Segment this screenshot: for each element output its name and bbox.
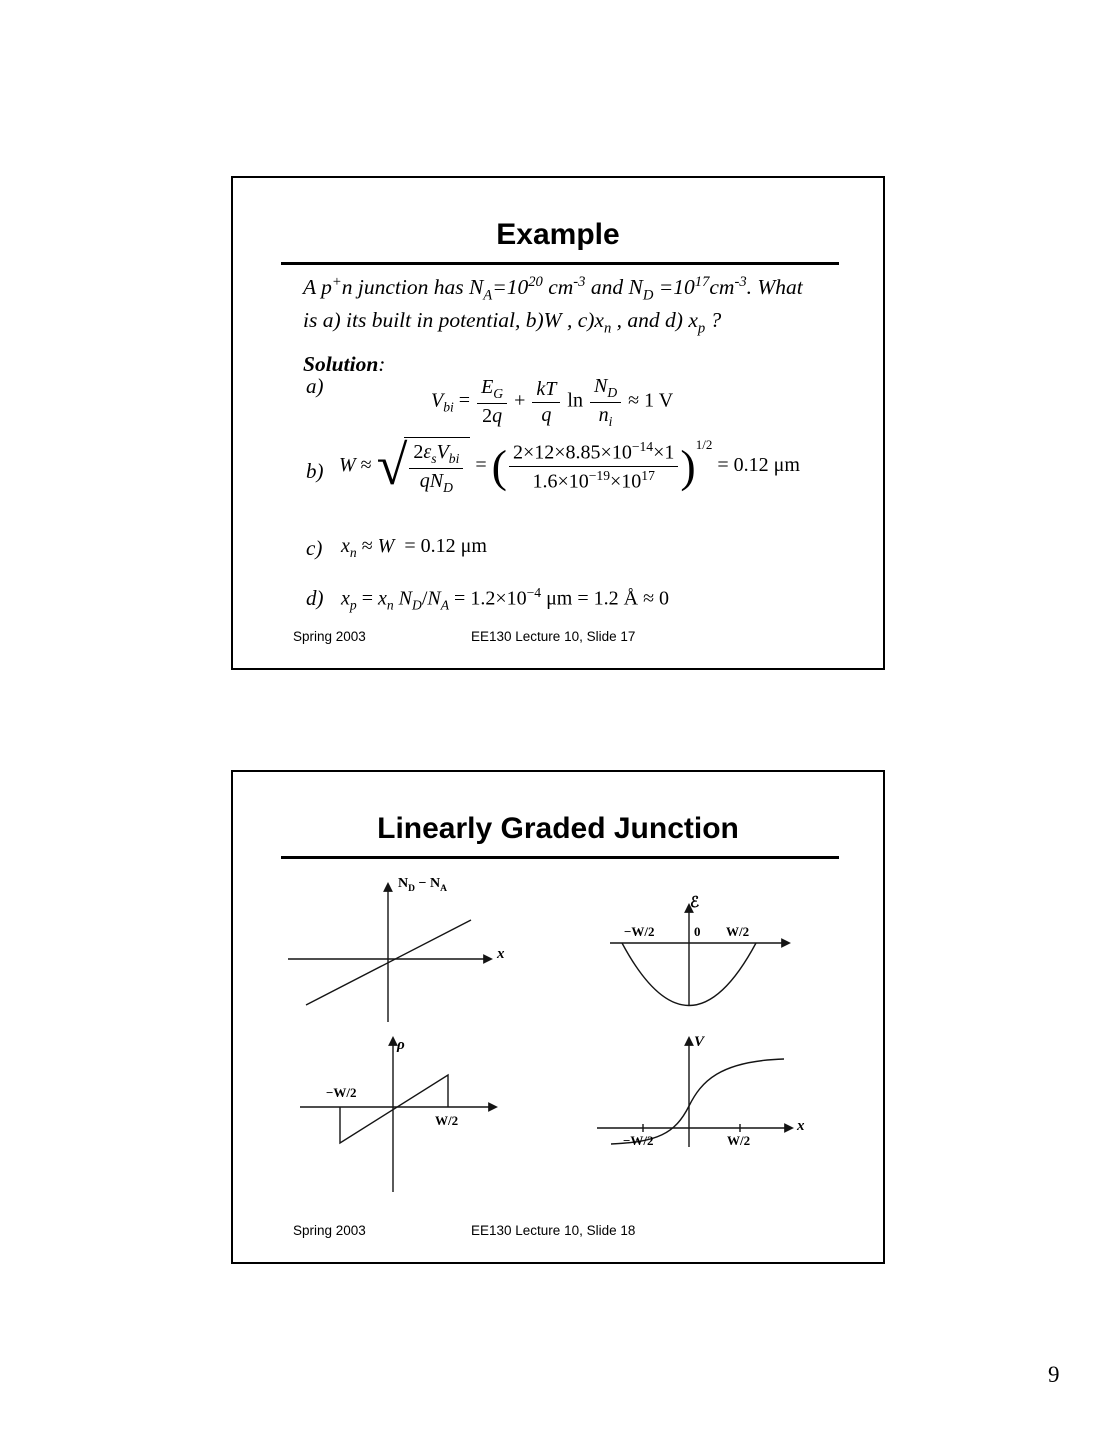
potential-y-label: V [694, 1034, 705, 1050]
doping-profile-graph [288, 884, 491, 1022]
charge-right-label: W/2 [435, 1113, 459, 1128]
charge-y-label: ρ [397, 1037, 405, 1053]
solution-colon: : [378, 352, 386, 376]
item-label-b: b) [306, 459, 324, 483]
equation-xn: $x_n \approx W = 0.12$ μm [341, 535, 487, 560]
item-label-c: c) [306, 536, 323, 560]
efield-left-label: −W/2 [624, 924, 655, 939]
solution-word: Solution [303, 352, 379, 376]
footer-slide-id: EE130 Lecture 10, Slide 17 [471, 629, 636, 644]
doping-y-label: $N_D - N_A$ [398, 876, 447, 894]
item-label-a: a) [306, 374, 324, 398]
slide-linearly-graded-junction [231, 770, 885, 1264]
problem-statement: A p+n junction has $N_A=10^{20}$ $cm^{-3}$ and $N_D =10^{17}cm^{-3}$. What is a) its built in potential, b)W , $c)x_n$ , and d) $x_p$ ? [303, 274, 803, 336]
efield-y-label: ℰ [690, 895, 700, 911]
charge-left-label: −W/2 [326, 1085, 357, 1100]
efield-graph [610, 905, 789, 1006]
efield-right-label: W/2 [726, 924, 750, 939]
slide1-title: Example [496, 218, 620, 251]
doping-x-label: x [497, 946, 505, 962]
footer-semester: Spring 2003 [293, 629, 366, 644]
junction-diagrams [233, 772, 883, 1262]
potential-right-label: W/2 [727, 1133, 751, 1148]
potential-left-label: −W/2 [623, 1133, 654, 1148]
page-number: 9 [1048, 1362, 1060, 1387]
equation-depletion-width: W ≈ √ $\frac{2\varepsilon_sV_{bi}}{qN_D}$ = ( $\frac{2\times 12\times 8.85\times 10^{-14}\times 1}{1.6\times 10^{-19}\times 10^{17}}$ )$^{1/2}$ = 0.12 μm [339, 435, 800, 498]
item-label-d: d) [306, 586, 324, 610]
footer-slide-id: EE130 Lecture 10, Slide 18 [471, 1223, 636, 1238]
potential-s-curve [611, 1059, 784, 1144]
efield-zero-label: 0 [694, 924, 701, 939]
equation-builtin-potential: $V_{bi}$ = $\frac{E_G}{2q}$ + $\frac{kT}{q}$ ln $\frac{N_D}{n_i}$ ≈ 1 V [431, 375, 674, 429]
charge-density-graph [300, 1038, 496, 1192]
slide2-title: Linearly Graded Junction [377, 812, 739, 845]
potential-graph [597, 1038, 792, 1147]
potential-x-label: x [797, 1118, 805, 1134]
title-underline [281, 262, 839, 265]
footer-semester: Spring 2003 [293, 1223, 366, 1238]
equation-xp: $x_p = x_n$ $N_D/N_A = 1.2\times 10^{-4}$ μm = 1.2 Å ≈ 0 [341, 585, 670, 613]
slide-example [231, 176, 885, 670]
